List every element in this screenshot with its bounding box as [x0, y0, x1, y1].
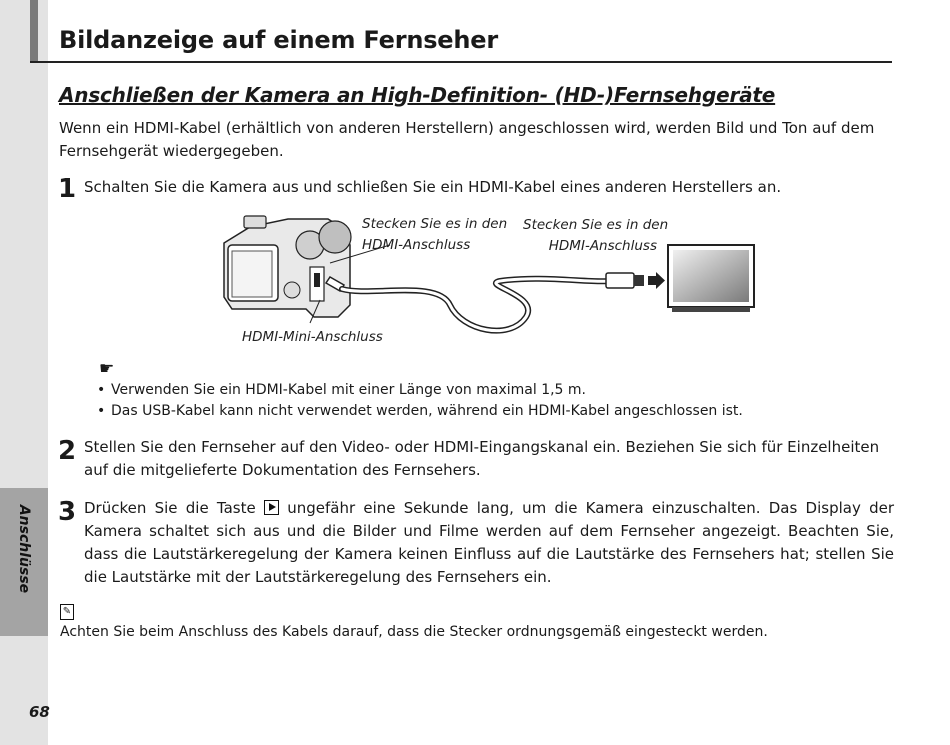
connection-illustration — [210, 205, 770, 355]
step-3-number: 3 — [58, 497, 77, 527]
title-divider — [30, 61, 892, 63]
note-icon: ✎ — [60, 604, 74, 620]
caution-list — [97, 380, 743, 422]
step-2-text: Stellen Sie den Fernseher auf den Video- oder HDMI-Eingangskanal ein. Beziehen Sie sich für Einzelheiten auf die mitgelieferte Dokumentation des Fernsehers. — [84, 438, 880, 479]
chapter-label: Anschlüsse — [16, 504, 32, 594]
step-1-text: Schalten Sie die Kamera aus und schließen Sie ein HDMI-Kabel eines anderen Herstellers an. — [84, 178, 782, 196]
caution-item: • Verwenden Sie ein HDMI-Kabel mit einer Länge von maximal 1,5 m. — [97, 380, 743, 401]
caption-camera-port-line2: HDMI-Anschluss — [362, 237, 471, 253]
intro-paragraph: Wenn ein HDMI-Kabel (erhältlich von anderen Herstellern) angeschlossen wird, werden Bild und Ton auf dem Fernsehgerät wiedergegeben. — [59, 119, 875, 160]
caption-tv-port-line2: HDMI-Anschluss — [548, 238, 657, 254]
pointing-hand-icon: ☛ — [99, 359, 115, 379]
caption-tv-port-line1: Stecken Sie es in den — [523, 217, 669, 233]
step-1-number: 1 — [58, 174, 77, 204]
page-title: Bildanzeige auf einem Fernseher — [59, 26, 498, 54]
caution-item: • Das USB-Kabel kann nicht verwendet werden, während ein HDMI-Kabel angeschlossen ist. — [97, 401, 743, 422]
step-3-text-after: ungefähr eine Sekunde lang, um die Kamera einzuschalten. Das Display der Kamera schaltet sich aus und die Bilder und Filme werden auf dem Fernseher angezeigt. Beachten Sie, dass die Lautstärkeregelung der Kamera keinen Einfluss auf die Lautstärke des Fernsehers hat; stellen Sie die Lautstärke mit der Lautstärkeregelung des Fernsehers ein. — [84, 499, 894, 586]
camera-illustration — [224, 216, 351, 317]
step-3-text-before: Drücken Sie die Taste — [84, 499, 256, 517]
page-number: 68 — [29, 703, 50, 721]
step-3-text — [84, 497, 894, 589]
note-text: Achten Sie beim Anschluss des Kabels darauf, dass die Stecker ordnungsgemäß eingesteckt werden. — [60, 624, 768, 640]
title-accent-bar — [30, 0, 38, 62]
caption-hdmi-mini: HDMI-Mini-Anschluss — [242, 329, 383, 345]
step-2-number: 2 — [58, 436, 77, 466]
section-heading: Anschließen der Kamera an High-Definition- (HD-)Fernsehgeräte — [59, 83, 776, 107]
tv-illustration — [668, 245, 754, 312]
play-button-icon — [264, 500, 279, 515]
caption-camera-port-line1: Stecken Sie es in den — [362, 216, 508, 232]
